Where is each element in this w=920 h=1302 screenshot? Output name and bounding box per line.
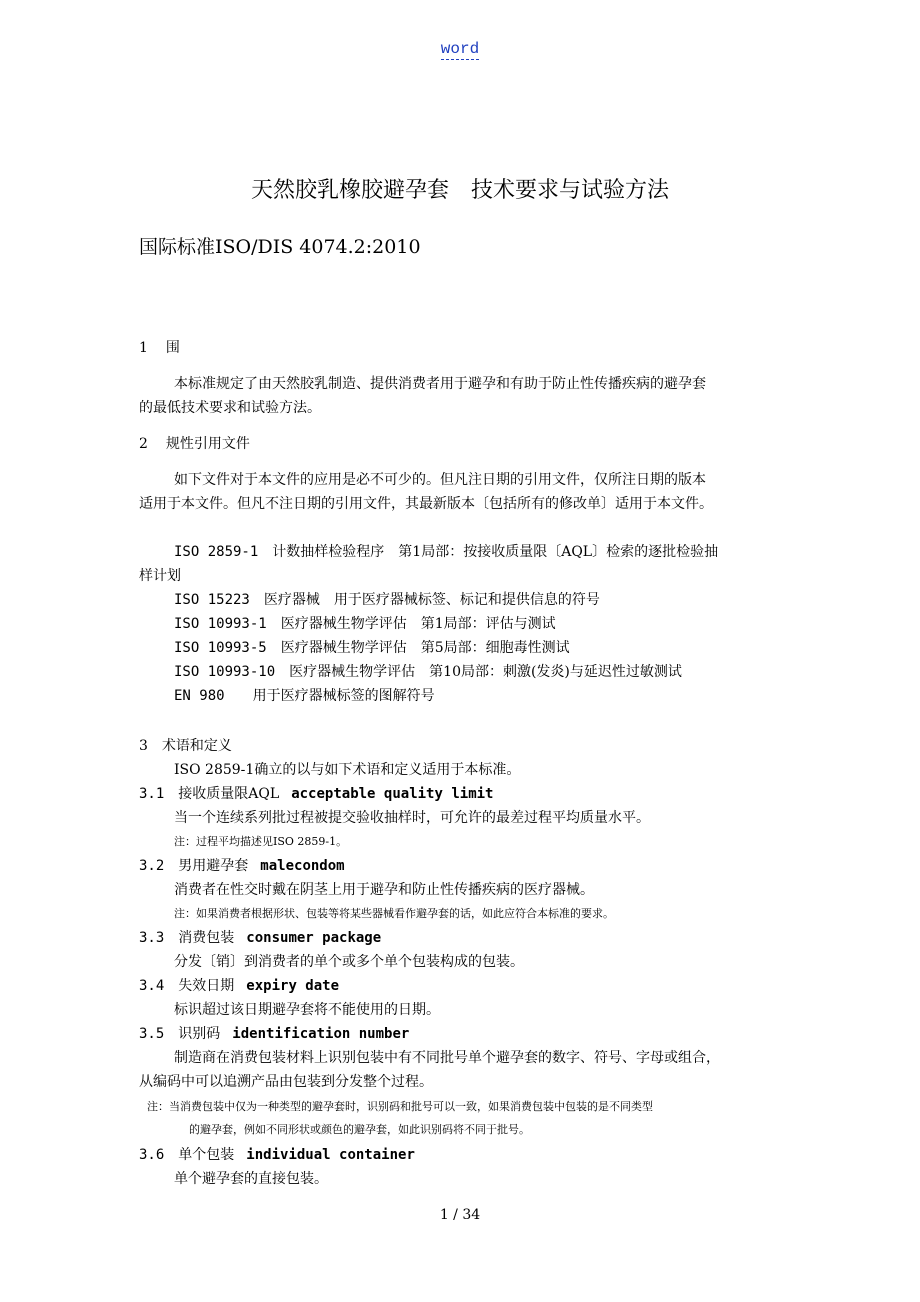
term-heading [139, 855, 345, 875]
term-definition: 单个避孕套的直接包装。 [174, 1171, 328, 1187]
term-definition: 制造商在消费包装材料上识别包装中有不同批号单个避孕套的数字、符号、字母或组合， [174, 1050, 720, 1066]
reference-title: 医疗器械生物学评估 第5局部：细胞毒性测试 [280, 640, 570, 656]
term-number: 3.3 [139, 930, 165, 946]
term-heading [139, 927, 381, 947]
term-number: 3.2 [139, 858, 165, 874]
reference-item [174, 637, 570, 657]
section-1-title: 围 [165, 340, 180, 356]
reference-item [174, 589, 600, 609]
document-title: 天然胶乳橡胶避孕套 技术要求与试验方法 [250, 178, 669, 203]
section-2-title: 规性引用文件 [165, 436, 250, 452]
section-3-title: 术语和定义 [161, 738, 232, 754]
term-number: 3.1 [139, 786, 165, 802]
term-definition: 当一个连续系列批过程被提交验收抽样时，可允许的最差过程平均质量水平。 [174, 810, 650, 826]
term-chinese: 失效日期 [178, 978, 235, 994]
section-1-body-line-1: 本标准规定了由天然胶乳制造、提供消费者用于避孕和有助于防止性传播疾病的避孕套 [174, 376, 706, 392]
section-3-intro: ISO 2859-1确立的以与如下术语和定义适用于本标准。 [174, 762, 521, 778]
term-english: individual container [246, 1147, 415, 1163]
term-chinese: 识别码 [178, 1026, 221, 1042]
section-3-number: 3 [139, 738, 148, 754]
term-heading [139, 975, 339, 995]
term-chinese: 单个包装 [178, 1147, 235, 1163]
reference-item [174, 541, 718, 561]
section-1-heading [139, 337, 180, 357]
term-number: 3.6 [139, 1147, 165, 1163]
term-number: 3.4 [139, 978, 165, 994]
page-number: 1 / 34 [439, 1207, 481, 1223]
section-2-number: 2 [139, 436, 148, 452]
term-chinese: 接收质量限AQL [178, 786, 280, 802]
reference-title: 医疗器械 用于医疗器械标签、标记和提供信息的符号 [263, 592, 600, 608]
term-number: 3.5 [139, 1026, 165, 1042]
term-heading [139, 1144, 415, 1164]
reference-code: ISO 10993-5 [174, 640, 267, 656]
reference-title: 医疗器械生物学评估 第1局部：评估与测试 [280, 616, 556, 632]
reference-code: ISO 10993-1 [174, 616, 267, 632]
section-2-body-line-2: 适用于本文件。但凡不注日期的引用文件，其最新版本〔包括所有的修改单〕适用于本文件。 [139, 496, 713, 512]
term-definition: 分发〔销〕到消费者的单个或多个单个包装构成的包装。 [174, 954, 524, 970]
reference-code: ISO 10993-10 [174, 664, 276, 680]
reference-item [174, 685, 435, 705]
section-2-heading [139, 433, 250, 453]
reference-item [174, 613, 556, 633]
term-chinese: 男用避孕套 [178, 858, 249, 874]
term-english: expiry date [246, 978, 340, 994]
reference-item [174, 661, 682, 681]
document-subtitle: 国际标准ISO/DIS 4074.2:2010 [139, 236, 421, 258]
term-note: 注：当消费包装中仅为一种类型的避孕套时，识别码和批号可以一致，如果消费包装中包装的是不同类型 [147, 1100, 653, 1113]
header-link-text[interactable]: word [440, 40, 480, 58]
reference-title: 计数抽样检验程序 第1局部：按接收质量限〔AQL〕检索的逐批检验抽 [272, 544, 719, 560]
reference-title: 医疗器械生物学评估 第10局部：刺激(发炎)与延迟性过敏测试 [289, 664, 682, 680]
term-english: malecondom [260, 858, 345, 874]
term-note: 注：过程平均描述见ISO 2859-1。 [174, 835, 348, 848]
reference-code: EN 980 [174, 688, 225, 704]
term-english: acceptable quality limit [291, 786, 494, 802]
term-note-continuation: 的避孕套，例如不同形状或颜色的避孕套，如此识别码将不同于批号。 [189, 1123, 530, 1136]
section-3-heading [139, 735, 232, 755]
section-2-body-line-1: 如下文件对于本文件的应用是必不可少的。但凡注日期的引用文件，仅所注日期的版本 [174, 472, 706, 488]
term-definition: 消费者在性交时戴在阴茎上用于避孕和防止性传播疾病的医疗器械。 [174, 882, 594, 898]
section-1-number: 1 [139, 340, 148, 356]
reference-code: ISO 2859-1 [174, 544, 259, 560]
term-chinese: 消费包装 [178, 930, 235, 946]
section-1-body-line-2: 的最低技术要求和试验方法。 [139, 400, 321, 416]
reference-item-continuation: 样计划 [139, 568, 181, 584]
term-definition-continuation: 从编码中可以追溯产品由包装到分发整个过程。 [139, 1074, 433, 1090]
header-word-link[interactable] [0, 40, 920, 58]
term-note: 注：如果消费者根据形状、包装等将某些器械看作避孕套的话，如此应符合本标准的要求。 [174, 907, 614, 920]
term-english: consumer package [246, 930, 382, 946]
term-english: identification number [232, 1026, 410, 1042]
term-heading [139, 783, 493, 803]
reference-title: 用于医疗器械标签的图解符号 [252, 688, 435, 704]
term-heading [139, 1023, 409, 1043]
term-definition: 标识超过该日期避孕套将不能使用的日期。 [174, 1002, 440, 1018]
reference-code: ISO 15223 [174, 592, 250, 608]
